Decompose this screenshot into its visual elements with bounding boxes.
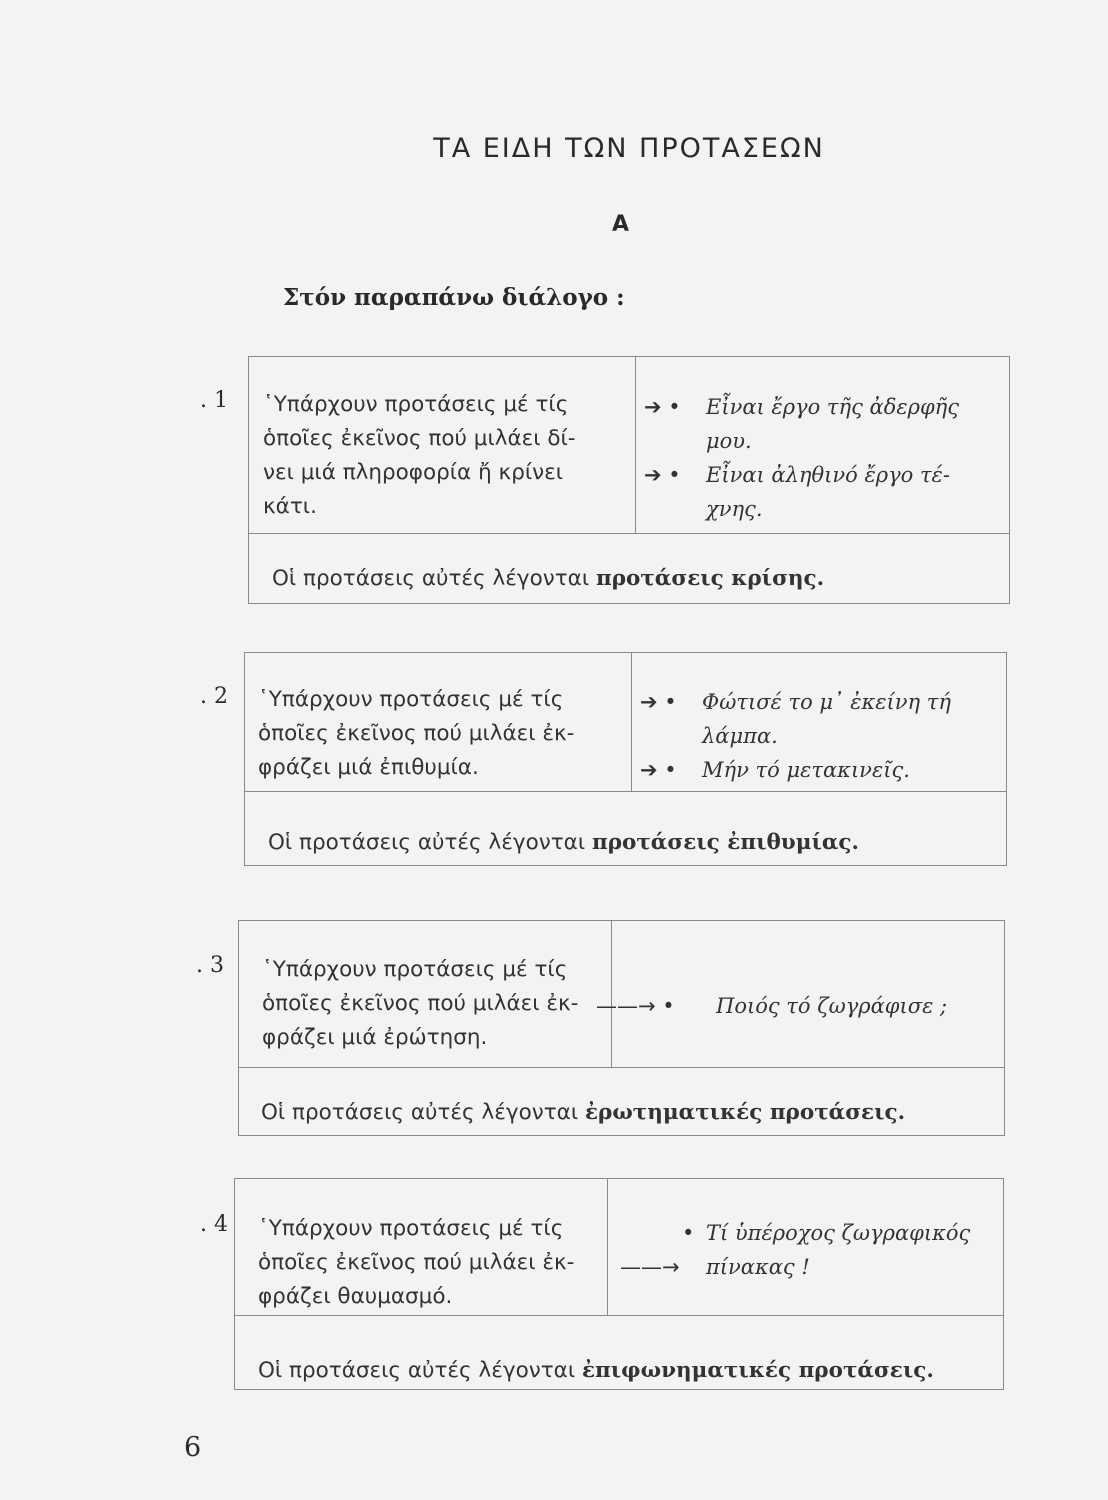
item-examples xyxy=(596,989,1006,1023)
item-definition xyxy=(262,953,642,1055)
definition-line: φράζει μιά ἐπιθυμία. xyxy=(258,755,479,780)
definition-line: ῾Υπάρχουν προτάσεις μέ τίς xyxy=(258,687,564,712)
example-line: λάμπα. xyxy=(702,724,778,748)
example-line: μου. xyxy=(706,429,752,453)
conclusion-term: προτάσεις κρίσης. xyxy=(595,566,825,591)
item-examples xyxy=(620,1216,1006,1284)
arrow-icon: ➔ • xyxy=(644,395,681,419)
example-line: Εἶναι ἀληθινό ἔργο τέ- xyxy=(706,463,950,487)
arrow-icon: ➔ • xyxy=(640,690,677,714)
conclusion-prefix: Οἱ προτάσεις αὐτές λέγονται xyxy=(258,1358,576,1383)
item-definition xyxy=(258,683,638,785)
definition-line: ῾Υπάρχουν προτάσεις μέ τίς xyxy=(263,392,569,417)
conclusion-term: ἐπιφωνηματικές προτάσεις. xyxy=(581,1358,934,1383)
definition-line: ὁποῖες ἐκεῖνος πού μιλάει ἐκ- xyxy=(258,721,575,746)
example-line: Εἶναι ἔργο τῆς ἀδερφῆς xyxy=(706,395,960,419)
conclusion-prefix: Οἱ προτάσεις αὐτές λέγονται xyxy=(272,566,590,591)
page-number: 6 xyxy=(184,1432,202,1463)
intro-text: Στόν παραπάνω διάλογο : xyxy=(283,284,625,311)
arrow-icon: ➔ • xyxy=(640,758,677,782)
page-title: ΤΑ ΕΙΔΗ ΤΩΝ ΠΡΟΤΑΣΕΩΝ xyxy=(433,133,825,164)
conclusion-term: προτάσεις ἐπιθυμίας. xyxy=(591,830,859,855)
item-number: . 2 xyxy=(200,684,228,709)
definition-line: ὁποῖες ἐκεῖνος πού μιλάει ἐκ- xyxy=(258,1250,575,1275)
item-conclusion xyxy=(272,566,824,591)
definition-line: ῾Υπάρχουν προτάσεις μέ τίς xyxy=(258,1216,564,1241)
item-number: . 1 xyxy=(200,388,228,413)
definition-line: ὁποῖες ἐκεῖνος πού μιλάει δί- xyxy=(263,426,576,451)
arrow-icon: ——→ • xyxy=(596,994,675,1018)
definition-line: φράζει μιά ἐρώτηση. xyxy=(262,1025,488,1050)
conclusion-term: ἐρωτηματικές προτάσεις. xyxy=(584,1100,906,1125)
arrow-icon: ——→ xyxy=(620,1255,680,1279)
example-line: χνης. xyxy=(706,497,763,521)
example-line: Φώτισέ το μ᾽ ἐκείνη τή xyxy=(702,690,951,714)
item-conclusion xyxy=(261,1100,905,1125)
arrow-icon: • xyxy=(682,1221,695,1245)
definition-line: ὁποῖες ἐκεῖνος πού μιλάει ἐκ- xyxy=(262,991,579,1016)
definition-line: φράζει θαυμασμό. xyxy=(258,1284,453,1309)
conclusion-prefix: Οἱ προτάσεις αὐτές λέγονται xyxy=(268,830,586,855)
item-conclusion xyxy=(258,1358,934,1383)
section-letter: Α xyxy=(612,212,630,237)
definition-line: ῾Υπάρχουν προτάσεις μέ τίς xyxy=(262,957,568,982)
definition-line: κάτι. xyxy=(263,494,317,519)
example-line: Μήν τό μετακινεῖς. xyxy=(702,758,910,782)
item-examples xyxy=(640,685,1002,787)
example-line: πίνακας ! xyxy=(706,1255,810,1279)
example-line: Ποιός τό ζωγράφισε ; xyxy=(716,994,948,1018)
conclusion-prefix: Οἱ προτάσεις αὐτές λέγονται xyxy=(261,1100,579,1125)
item-conclusion xyxy=(268,830,859,855)
item-examples xyxy=(644,390,1006,526)
definition-line: νει μιά πληροφορία ἤ κρίνει xyxy=(263,460,564,485)
arrow-icon: ➔ • xyxy=(644,463,681,487)
item-definition xyxy=(263,388,643,524)
item-number: . 4 xyxy=(200,1212,228,1237)
example-line: Τί ὑπέροχος ζωγραφικός xyxy=(706,1221,971,1245)
item-definition xyxy=(258,1212,638,1314)
item-number: . 3 xyxy=(196,953,224,978)
